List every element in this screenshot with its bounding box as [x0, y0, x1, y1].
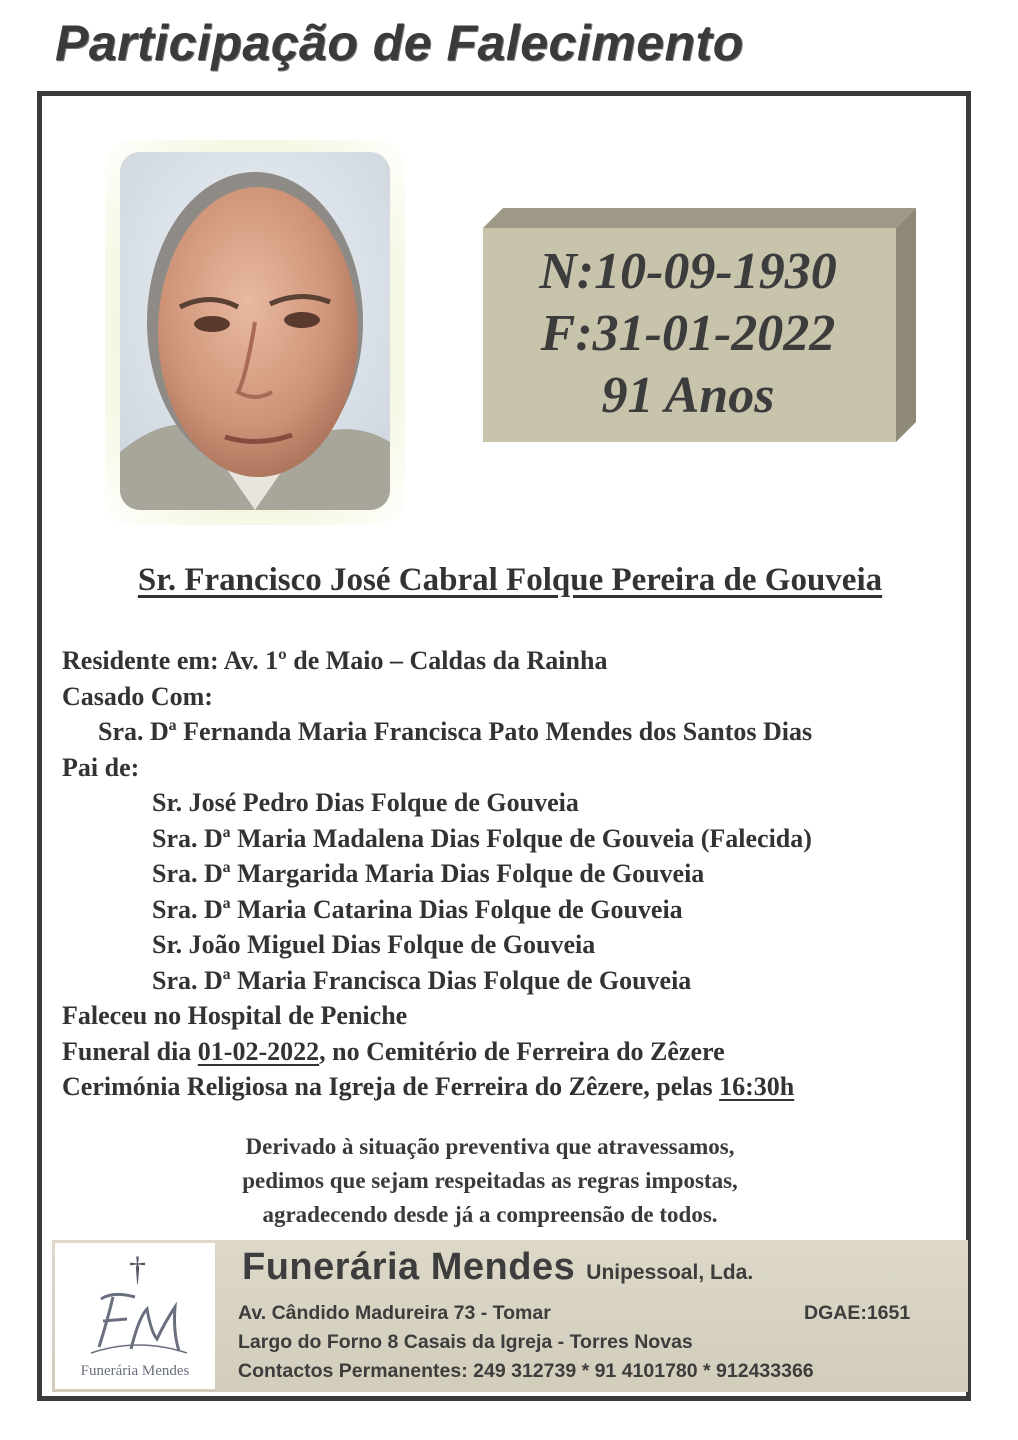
funeral-info — [62, 1034, 812, 1070]
father-label: Pai de: — [62, 752, 140, 782]
funeral-home-logo — [55, 1243, 215, 1389]
funeral-home-banner — [52, 1240, 968, 1392]
funeral-home-name — [242, 1246, 753, 1289]
monogram-icon — [83, 1287, 193, 1357]
dates-plaque — [483, 208, 916, 442]
married-label: Casado Com: — [62, 681, 213, 711]
page-title: Participação de Falecimento — [55, 15, 744, 71]
deceased-name-block — [40, 562, 980, 599]
family-details — [62, 643, 812, 1105]
cross-icon: † — [129, 1251, 146, 1288]
address-torres-novas: Largo do Forno 8 Casais da Igreja - Torres Novas — [238, 1331, 693, 1353]
place-of-death: Faleceu no Hospital de Peniche — [62, 1001, 408, 1030]
contacts: Contactos Permanentes: 249 312739 * 91 4101780 * 912433366 — [238, 1360, 814, 1382]
residence: Residente em: Av. 1º de Maio – Caldas da Rainha — [62, 646, 608, 675]
covid-notice — [150, 1130, 830, 1232]
child-item: Sra. Dª Maria Francisca Dias Folque de Gouveia — [152, 965, 692, 995]
child-item: Sra. Dª Maria Catarina Dias Folque de Gouveia — [152, 894, 683, 924]
address-tomar: Av. Cândido Madureira 73 - Tomar — [238, 1302, 551, 1324]
birth-date: N:10-09-1930 — [539, 243, 837, 300]
child-item: Sra. Dª Margarida Maria Dias Folque de Gouveia — [152, 859, 705, 888]
dgae-number: DGAE:1651 — [804, 1302, 911, 1324]
child-item: Sr. João Miguel Dias Folque de Gouveia — [152, 930, 596, 959]
ceremony-prefix: Cerimónia Religiosa na Igreja de Ferreira do Zêzere, pelas — [62, 1072, 720, 1101]
age: 91 Anos — [601, 367, 775, 424]
notice-line: pedimos que sejam respeitadas as regras impostas, — [242, 1168, 738, 1193]
funeral-date: 01-02-2022 — [197, 1036, 320, 1066]
portrait-photo — [120, 152, 390, 510]
funeral-home-title: Funerária Mendes — [242, 1246, 576, 1288]
company-type: Unipessoal, Lda. — [586, 1261, 754, 1284]
funeral-suffix: , no Cemitério de Ferreira do Zêzere — [319, 1036, 725, 1066]
ceremony-info — [62, 1069, 812, 1105]
spouse: Sra. Dª Fernanda Maria Francisca Pato Mendes dos Santos Dias — [98, 717, 813, 746]
deceased-name: Sr. Francisco José Cabral Folque Pereira de Gouveia — [137, 562, 883, 598]
notice-line: agradecendo desde já a compreensão de todos. — [262, 1202, 718, 1227]
child-item: Sra. Dª Maria Madalena Dias Folque de Gouveia (Falecida) — [152, 823, 812, 853]
ceremony-time: 16:30h — [719, 1072, 795, 1101]
death-date: F:31-01-2022 — [540, 305, 836, 362]
child-item: Sr. José Pedro Dias Folque de Gouveia — [152, 788, 579, 817]
logo-caption: Funerária Mendes — [80, 1363, 190, 1379]
funeral-prefix: Funeral dia — [62, 1036, 198, 1066]
notice-line: Derivado à situação preventiva que atravessamos, — [245, 1134, 735, 1159]
